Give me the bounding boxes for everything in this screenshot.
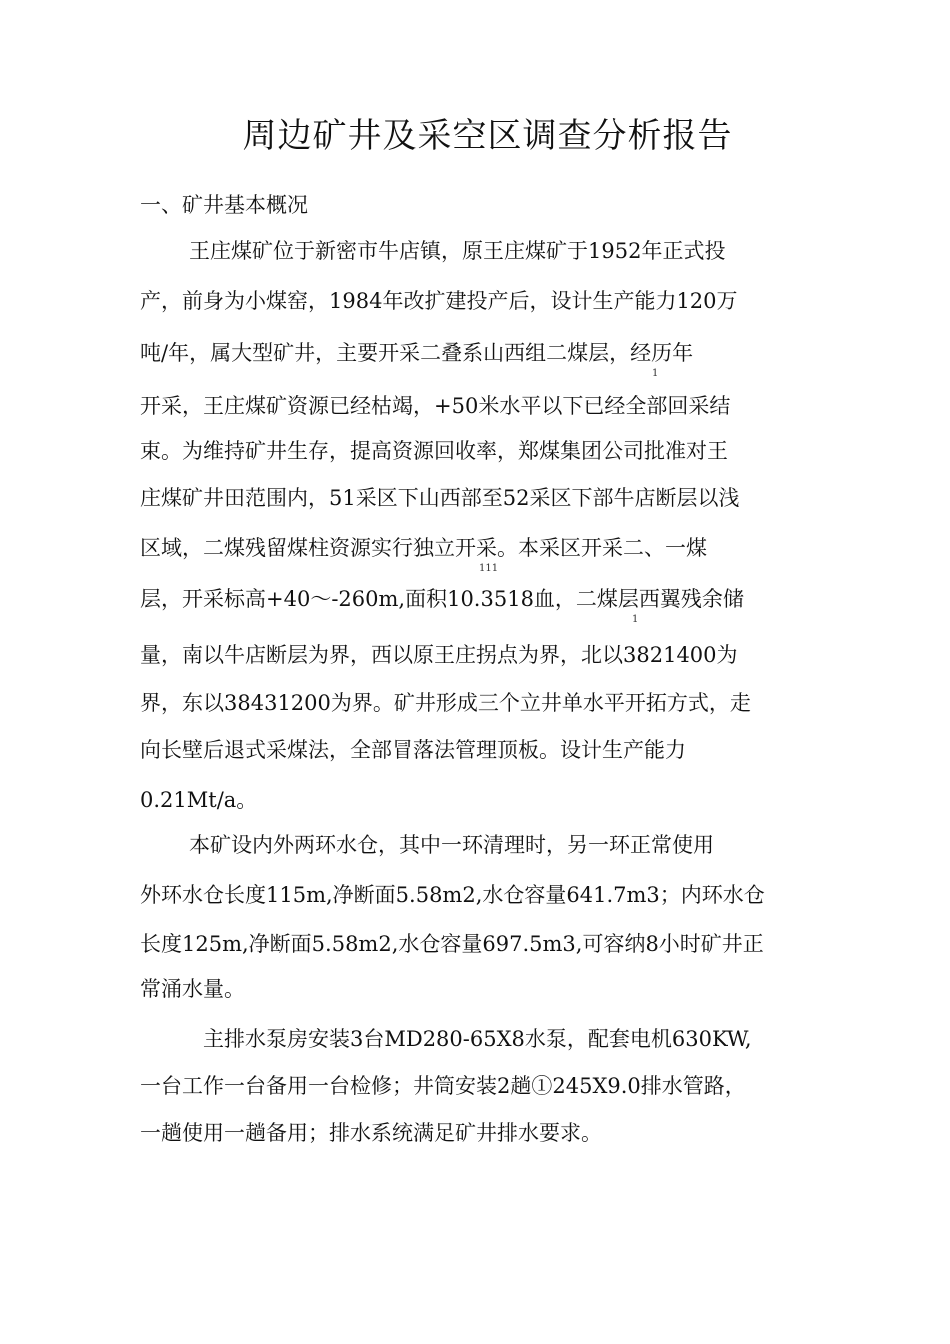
paragraph-line: 一台工作一台备用一台检修；井筒安装2趟①245X9.0排水管路， — [140, 1074, 746, 1098]
paragraph-line: 开采，王庄煤矿资源已经枯竭，+50米水平以下已经全部回采结 — [140, 394, 731, 418]
paragraph-line: 王庄煤矿位于新密市牛店镇，原王庄煤矿于1952年正式投 — [189, 239, 726, 263]
paragraph-line: 束。为维持矿井生存，提高资源回收率，郑煤集团公司批准对王 — [140, 439, 728, 463]
section-heading: 一、矿井基本概况 — [140, 193, 308, 217]
page-title: 周边矿井及采空区调查分析报告 — [242, 116, 733, 156]
paragraph-line: 量，南以牛店断层为界，西以原王庄拐点为界，北以3821400为 — [140, 643, 738, 667]
paragraph-line: 吨/年，属大型矿井，主要开采二叠系山西组二煤层，经历年 — [140, 341, 694, 365]
stray-mark: 1 — [652, 368, 659, 379]
stray-mark: 111 — [479, 563, 499, 574]
stray-mark: 1 — [632, 614, 639, 625]
paragraph-line: 长度125m,净断面5.58m2,水仓容量697.5m3,可容纳8小时矿井正 — [140, 932, 764, 956]
paragraph-line: 产，前身为小煤窑，1984年改扩建投产后，设计生产能力120万 — [140, 289, 738, 313]
paragraph-line: 向长壁后退式采煤法，全部冒落法管理顶板。设计生产能力 — [140, 738, 686, 762]
paragraph-line: 本矿设内外两环水仓，其中一环清理时，另一环正常使用 — [189, 833, 714, 857]
paragraph-line: 层，开采标高+40〜-260m,面积10.3518血，二煤层西翼残余储 — [140, 587, 744, 611]
paragraph-line: 庄煤矿井田范围内，51采区下山西部至52采区下部牛店断层以浅 — [140, 486, 740, 510]
paragraph-line: 主排水泵房安装3台MD280-65X8水泵，配套电机630KW, — [203, 1027, 752, 1051]
paragraph-line: 区域，二煤残留煤柱资源实行独立开采。本采区开采二、一煤 — [140, 536, 707, 560]
paragraph-line: 外环水仓长度115m,净断面5.58m2,水仓容量641.7m3；内环水仓 — [140, 883, 765, 907]
paragraph-line: 一趟使用一趟备用；排水系统满足矿井排水要求。 — [140, 1121, 602, 1145]
paragraph-line: 0.21Mt/a。 — [140, 788, 258, 812]
paragraph-line: 界，东以38431200为界。矿井形成三个立井单水平开拓方式，走 — [140, 691, 751, 715]
paragraph-line: 常涌水量。 — [140, 977, 245, 1001]
